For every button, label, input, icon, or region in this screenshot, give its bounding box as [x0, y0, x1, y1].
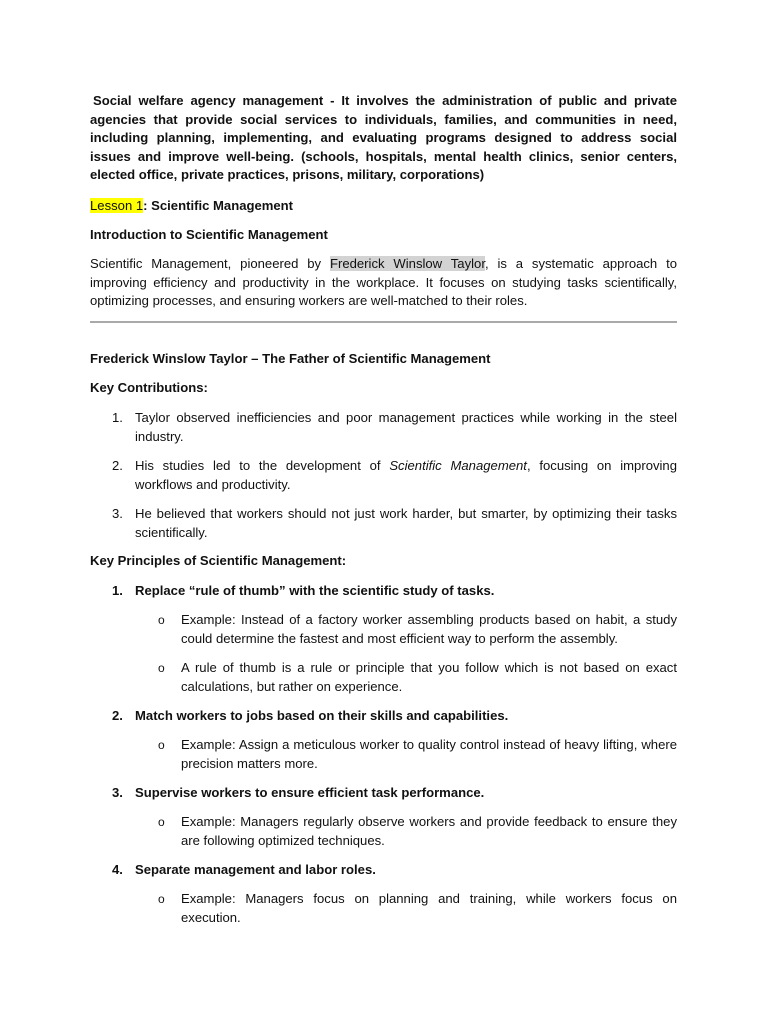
intro-body-after: , is a systematic approach to improving efficiency and productivity in the workplace. It focuses on studying tasks scientifically, optimizing processes, and ensuring workers are well-matched to their roles.	[90, 256, 677, 309]
lesson-heading	[90, 197, 677, 216]
sub-item-text: Example: Instead of a factory worker assembling products based on habit, a study could determine the fastest and most efficient way to perform the assembly.	[181, 612, 677, 646]
principle-title: Replace “rule of thumb” with the scientific study of tasks.	[135, 583, 495, 598]
list-number: 1.	[112, 583, 123, 598]
bullet-icon: o	[158, 892, 165, 906]
bullet-icon: o	[158, 661, 165, 675]
list-number: 2.	[112, 708, 123, 723]
principle-title: Supervise workers to ensure efficient task performance.	[135, 785, 485, 800]
contribution-text-before: His studies led to the development of	[135, 458, 390, 473]
intro-text: Social welfare agency management - It involves the administration of public and private agencies that provide social services to individuals, families, and communities in need, including planning, implementing, and evaluating programs designed to address social issues and improve well-being. (schools, hospitals, mental health clinics, senior centers, elected office, private practices, prisons, military, corporations)	[90, 93, 677, 183]
bullet-icon: o	[158, 613, 165, 627]
list-number: 3.	[112, 506, 123, 521]
intro-body-before: Scientific Management, pioneered by	[90, 256, 330, 271]
list-number: 3.	[112, 785, 123, 800]
sub-item-text: Example: Assign a meticulous worker to quality control instead of heavy lifting, where precision matters more.	[181, 737, 677, 771]
lesson-title: : Scientific Management	[143, 198, 294, 213]
sub-item-text: Example: Managers focus on planning and training, while workers focus on execution.	[181, 891, 677, 925]
principle-title: Separate management and labor roles.	[135, 862, 376, 877]
bullet-icon: o	[158, 738, 165, 752]
contribution-text: He believed that workers should not just work harder, but smarter, by optimizing their tasks scientifically.	[135, 506, 677, 540]
bullet-icon: o	[158, 815, 165, 829]
list-number: 2.	[112, 458, 123, 473]
list-number: 4.	[112, 862, 123, 877]
sub-item-text: Example: Managers regularly observe workers and provide feedback to ensure they are following optimized techniques.	[181, 814, 677, 848]
contribution-text: Taylor observed inefficiencies and poor management practices while working in the steel industry.	[135, 410, 677, 444]
list-number: 1.	[112, 410, 123, 425]
intro-paragraph	[90, 92, 677, 185]
sub-item-text: A rule of thumb is a rule or principle that you follow which is not based on exact calculations, but rather on experience.	[181, 660, 677, 694]
lesson-label: Lesson 1	[90, 198, 144, 213]
contribution-text-after: , focusing on improving workflows and productivity.	[135, 458, 677, 492]
contribution-text	[135, 457, 677, 494]
intro-body	[90, 255, 677, 311]
taylor-name-highlight: Frederick Winslow Taylor	[329, 256, 485, 271]
intro-heading: Introduction to Scientific Management	[90, 227, 328, 242]
principles-heading: Key Principles of Scientific Management:	[90, 553, 347, 568]
contributions-heading: Key Contributions:	[90, 380, 208, 395]
principle-title: Match workers to jobs based on their skills and capabilities.	[135, 708, 509, 723]
contribution-emphasis: Scientific Management	[389, 458, 527, 473]
horizontal-divider	[90, 321, 677, 323]
taylor-heading: Frederick Winslow Taylor – The Father of Scientific Management	[90, 351, 491, 366]
